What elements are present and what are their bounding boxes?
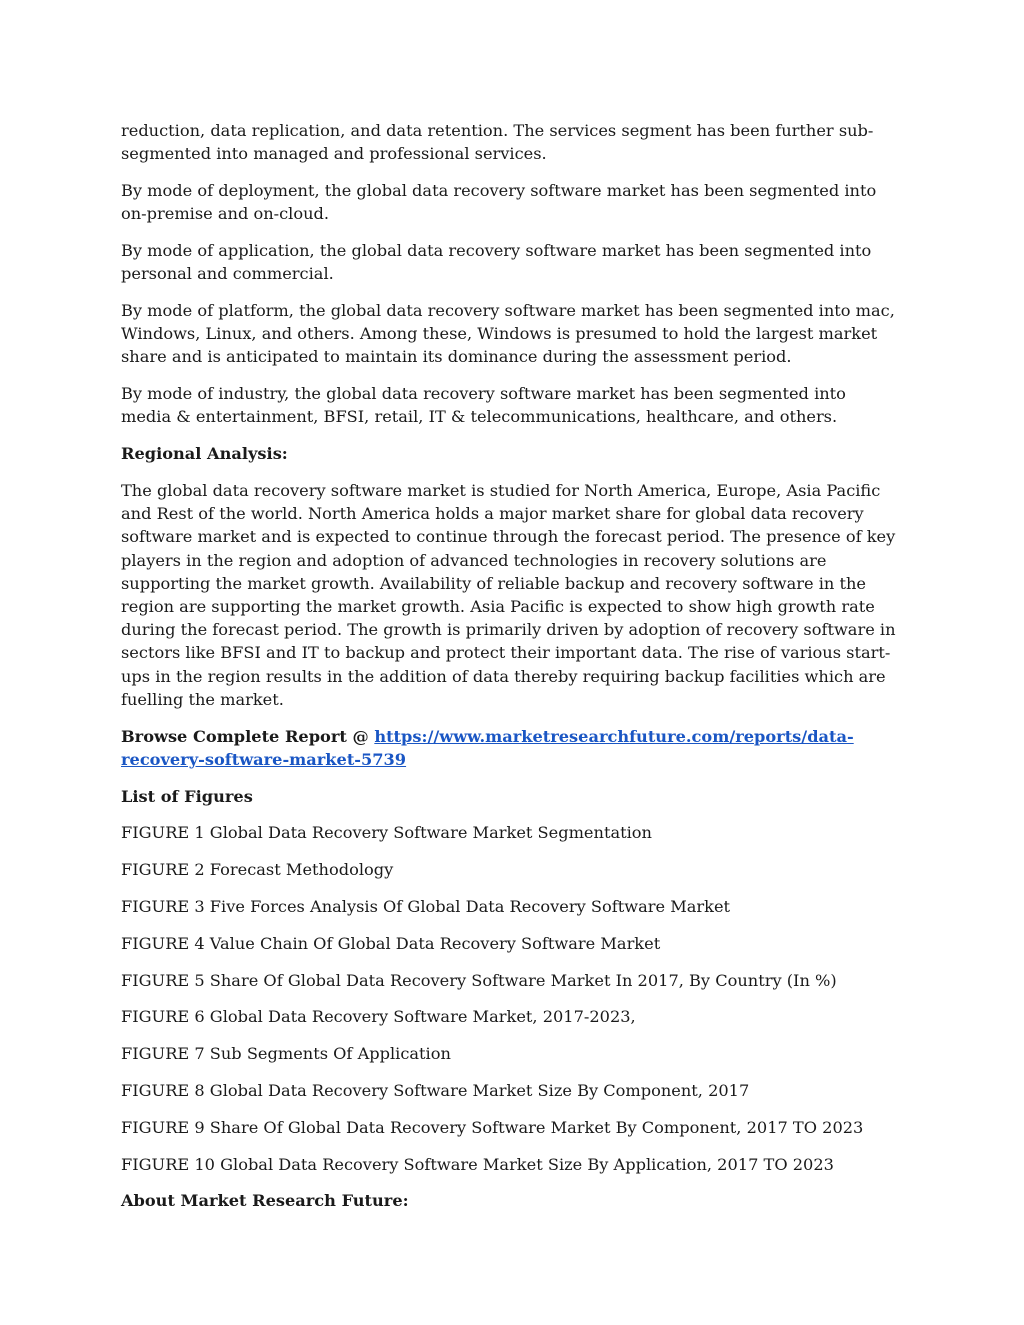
about-heading: About Market Research Future: [121,1191,409,1211]
paragraph-platform: By mode of platform, the global data recovery software market has been segmented into mac, Windows, Linux, and others. Among these, Windows is presumed to hold the largest market share and is anticipated to maintain its dominance during the assessment period. [121,301,895,367]
figure-item: FIGURE 3 Five Forces Analysis Of Global Data Recovery Software Market [121,897,731,917]
paragraph-industry: By mode of industry, the global data recovery software market has been segmented into media & entertainment, BFSI, retail, IT & telecommunications, healthcare, and others. [121,384,846,427]
figure-item: FIGURE 1 Global Data Recovery Software Market Segmentation [121,823,652,843]
report-link[interactable]: https://www.marketresearchfuture.com/reports/data-recovery-software-market-5739 [121,726,854,769]
browse-report-line [121,725,901,771]
figure-item: FIGURE 5 Share Of Global Data Recovery Software Market In 2017, By Country (In %) [121,970,837,990]
figure-item: FIGURE 7 Sub Segments Of Application [121,1044,451,1064]
figure-item: FIGURE 8 Global Data Recovery Software Market Size By Component, 2017 [121,1081,750,1100]
regional-analysis-text: The global data recovery software market is studied for North America, Europe, Asia Pacific and Rest of the world. North America holds a major market share for global data recovery software market and is expected to continue through the forecast period. The presence of key players in the region and adoption of advanced technologies in recovery solutions are supporting the market growth. Availability of reliable backup and recovery software in the region are supporting the market growth. Asia Pacific is expected to show high growth rate during the forecast period. The growth is primarily driven by adoption of recovery software in sectors like BFSI and IT to backup and protect their important data. The rise of various start-ups in the region results in the addition of data thereby requiring backup facilities which are fuelling the market. [121,481,896,709]
paragraph-services: reduction, data replication, and data retention. The services segment has been further sub-segmented into managed and professional services. [121,121,874,164]
document-page [121,119,901,1226]
list-of-figures-heading: List of Figures [121,786,253,806]
regional-analysis-heading: Regional Analysis: [121,444,288,464]
figure-item: FIGURE 2 Forecast Methodology [121,860,394,880]
figure-item: FIGURE 6 Global Data Recovery Software Market, 2017-2023, [121,1007,636,1027]
figure-item: FIGURE 10 Global Data Recovery Software Market Size By Application, 2017 TO 2023 [121,1154,834,1174]
paragraph-application: By mode of application, the global data recovery software market has been segmented into personal and commercial. [121,241,872,284]
browse-report-label: Browse Complete Report @ [121,726,375,746]
figure-item: FIGURE 9 Share Of Global Data Recovery Software Market By Component, 2017 TO 2023 [121,1117,864,1137]
paragraph-deployment: By mode of deployment, the global data recovery software market has been segmented into on-premise and on-cloud. [121,181,877,224]
figure-item: FIGURE 4 Value Chain Of Global Data Recovery Software Market [121,933,661,953]
